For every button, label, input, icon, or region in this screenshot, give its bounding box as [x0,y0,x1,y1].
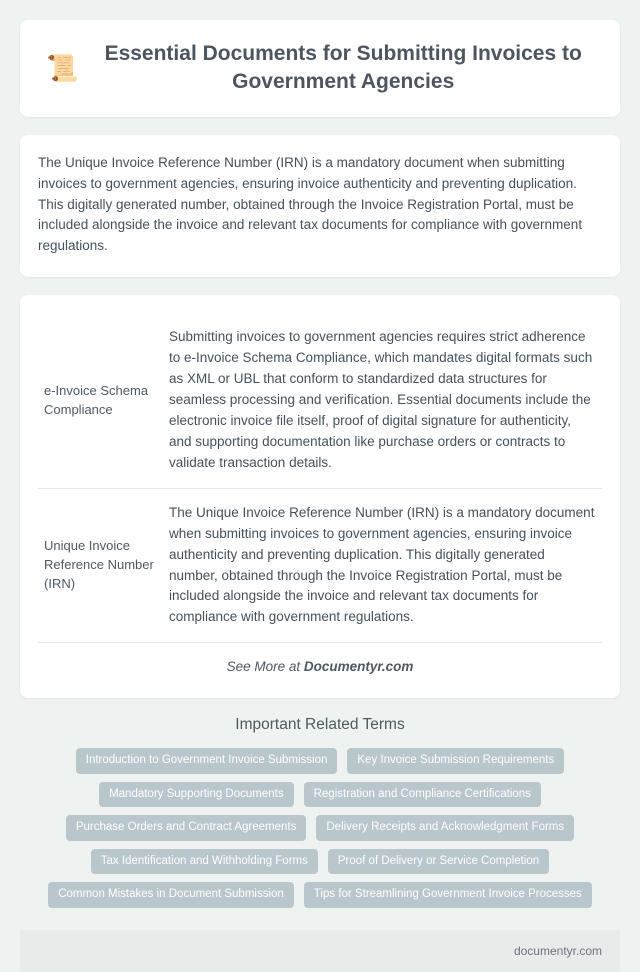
list-item[interactable]: Key Invoice Submission Requirements [347,748,564,774]
see-more-prefix: See More at [226,659,304,675]
list-item[interactable]: Purchase Orders and Contract Agreements [66,815,307,841]
list-item[interactable]: Tax Identification and Withholding Forms [91,849,318,875]
footer-site-label: documentyr.com [513,943,602,958]
list-item[interactable]: Mandatory Supporting Documents [99,782,294,808]
definitions-table [38,313,602,643]
intro-card [20,135,620,278]
term-label: e-Invoice Schema Compliance [44,382,149,417]
term-description: The Unique Invoice Reference Number (IRN) is a mandatory document when submitting invoices to government agencies, ensuring invoice authenticity and preventing duplication. This digitally generated number, obtained through the Invoice Registration Portal, must be included alongside the invoice and relevant tax documents for compliance with government regulations. [169,504,595,625]
page-title: Essential Documents for Submitting Invoices to Government Agencies [104,42,582,94]
related-terms-heading: Important Related Terms [235,716,405,734]
document-scroll-icon: 📜 [46,53,79,84]
term-description: Submitting invoices to government agencies requires strict adherence to e-Invoice Schema Compliance, which mandates digital formats such as XML or UBL that conform to standardized data structures for seamless processing and verification. Essential documents include the electronic invoice file itself, proof of digital signature for authenticity, and supporting documentation like purchase orders or contracts to validate transaction details. [169,329,593,470]
footer [20,930,620,972]
see-more-link[interactable]: Documentyr.com [303,659,414,675]
see-more-line [38,643,602,688]
related-terms-list [20,748,620,908]
table-row [38,313,602,488]
intro-paragraph: The Unique Invoice Reference Number (IRN) is a mandatory document when submitting invoices to government agencies, ensuring invoice authenticity and preventing duplication. This digitally generated number, obtained through the Invoice Registration Portal, must be included alongside the invoice and relevant tax documents for compliance with government regulations. [38,154,583,254]
list-item[interactable]: Proof of Delivery or Service Completion [328,849,549,875]
definitions-card [20,295,620,698]
list-item[interactable]: Tips for Streamlining Government Invoice Processes [304,882,592,908]
list-item[interactable]: Delivery Receipts and Acknowledgment Forms [316,815,574,841]
header-card [20,20,620,117]
table-row [38,488,602,643]
term-label: Unique Invoice Reference Number (IRN) [44,538,154,591]
list-item[interactable]: Registration and Compliance Certifications [304,782,541,808]
list-item[interactable]: Introduction to Government Invoice Submission [76,748,338,774]
list-item[interactable]: Common Mistakes in Document Submission [48,882,294,908]
